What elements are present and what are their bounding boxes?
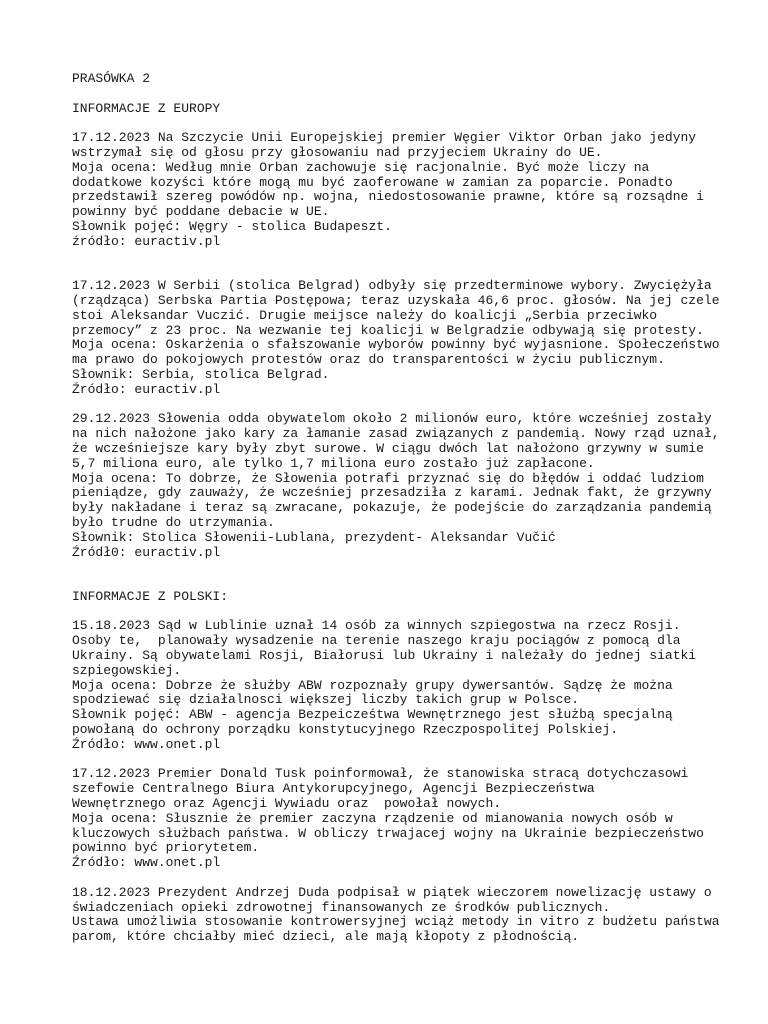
news-line: Ustawa umożliwia stosowanie kontrowersyjnej wciąż metody in vitro z budżetu państwa	[72, 914, 720, 930]
news-line: (rządząca) Serbska Partia Postępowa; teraz uzyskała 46,6 proc. głosów. Na jej czele	[72, 292, 720, 308]
news-line: że wcześniejsze kary były zbyt surowe. W ciągu dwóch lat nałożono grzywny w sumie	[72, 440, 704, 456]
news-item-poland-1	[72, 619, 732, 752]
news-line: spodziewać się działalnosci większej liczby takich grup w Polsce.	[72, 692, 580, 708]
news-line: 17.12.2023 W Serbii (stolica Belgrad) odbyły się przedterminowe wybory. Zwyciężyła	[72, 278, 712, 294]
news-line: Moja ocena: Dobrze że służby ABW rozpoznały grupy dywersantów. Sądzę że można	[72, 677, 673, 693]
news-line: powołaną do ochrony porządku konstytucyjnego Rzeczpospolitej Polskiej.	[72, 722, 619, 738]
news-item-europe-1	[72, 131, 732, 249]
news-line: Moja ocena: To dobrze, że Słowenia potrafi przyznać się do błędów i oddać ludziom	[72, 470, 704, 486]
document-title: PRASÓWKA 2	[72, 71, 151, 86]
news-source: źródło: euractiv.pl	[72, 233, 221, 249]
news-source: Źródł0: euractiv.pl	[72, 544, 221, 560]
news-item-europe-3	[72, 412, 732, 560]
news-line: Osoby te, planowały wysadzenie na terenie naszego kraju pociągów z pomocą dla	[72, 633, 681, 649]
news-line: Ukrainy. Są obywatelami Rosji, Białorusi lub Ukrainy i należały do jednej siatki	[72, 648, 697, 664]
news-line: kluczowych służbach państwa. W obliczy trwajacej wojny na Ukrainie bezpieczeństwo	[72, 825, 704, 841]
news-line: dodatkowe kozyści które mogą mu być zaoferowane w zamian za poparcie. Ponadto	[72, 174, 673, 190]
news-item-europe-2	[72, 279, 732, 397]
news-source: Źródło: www.onet.pl	[72, 736, 221, 752]
news-line: były nakładane i teraz są zwracane, pokazuje, że podejście do zarządzania pandemią	[72, 500, 712, 516]
news-line: Moja ocena: Słusznie że premier zaczyna rządzenie od mianowania nowych osób w	[72, 810, 673, 826]
news-line: przemocy” z 23 proc. Na wezwanie tej koalicji w Belgradzie odbywają się protesty.	[72, 322, 704, 338]
news-line: na nich nałożone jako kary za łamanie zasad związanych z pandemią. Nowy rząd uznał,	[72, 426, 720, 442]
news-line: Słownik: Stolica Słowenii-Lublana, prezydent- Aleksandar Vučić	[72, 529, 556, 545]
news-source: Źródło: www.onet.pl	[72, 855, 221, 871]
section-heading-europe: INFORMACJE Z EUROPY	[72, 100, 221, 116]
news-line: szpiegowskiej.	[72, 662, 182, 678]
news-line: 5,7 miliona euro, ale tylko 1,7 miliona euro zostało już zapłacone.	[72, 455, 595, 471]
news-line: przedstawił szereg powódów np. wojna, niedostosowanie prawne, które są rozsądne i	[72, 189, 704, 205]
news-line: Słownik pojęć: ABW - agencja Bezpeicześtwa Wewnętrznego jest służbą specjalną	[72, 707, 673, 723]
news-line: 29.12.2023 Słowenia odda obywatelom około 2 milionów euro, które wcześniej zostały	[72, 411, 712, 427]
news-source: Źródło: euractiv.pl	[72, 381, 221, 397]
news-line: 17.12.2023 Premier Donald Tusk poinformował, że stanowiska stracą dotychczasowi	[72, 766, 689, 782]
news-line: pieniądze, gdy zauważy, że wcześniej przesadziła z karami. Jednak fakt, że grzywny	[72, 485, 712, 501]
news-item-poland-2	[72, 767, 732, 871]
section-heading-poland: INFORMACJE Z POLSKI:	[72, 588, 229, 604]
news-line: świadczeniach opieki zdrowotnej finansowanych ze środków publicznych.	[72, 899, 611, 915]
news-line: 15.18.2023 Sąd w Lublinie uznał 14 osób za winnych szpiegostwa na rzecz Rosji.	[72, 618, 681, 634]
news-line: Słownik: Serbia, stolica Belgrad.	[72, 366, 330, 382]
news-line: parom, które chciałby mieć dzieci, ale mają kłopoty z płodnością.	[72, 929, 580, 945]
news-line: stoi Aleksandar Vuczić. Drugie meijsce należy do koalicji „Serbia przeciwko	[72, 307, 658, 323]
news-line: 18.12.2023 Prezydent Andrzej Duda podpisał w piątek wieczorem nowelizację ustawy o	[72, 884, 712, 900]
news-line: wstrzymał się od głosu przy głosowaniu nad przyjeciem Ukrainy do UE.	[72, 144, 603, 160]
news-line: było trudne do utrzymania.	[72, 514, 275, 530]
news-line: Moja ocena: Oskarżenia o sfałszowanie wyborów powinny być wyjasnione. Społeczeństwo	[72, 337, 720, 353]
news-line: powinno być priorytetem.	[72, 840, 260, 856]
news-line: Wewnętrznego oraz Agencji Wywiadu oraz powołał nowych.	[72, 796, 502, 812]
news-item-poland-3	[72, 886, 732, 945]
news-line: szefowie Centralnego Biura Antykorupcyjnego, Agencji Bezpieczeństwa	[72, 781, 595, 797]
news-line: 17.12.2023 Na Szczycie Unii Europejskiej premier Węgier Viktor Orban jako jedyny	[72, 130, 697, 146]
news-line: Słownik pojęć: Węgry - stolica Budapeszt.	[72, 218, 392, 234]
news-line: Moja ocena: Według mnie Orban zachowuje się racjonalnie. Być może liczy na	[72, 159, 650, 175]
document-page	[72, 72, 732, 945]
news-line: ma prawo do pokojowych protestów oraz do transparentości w życiu publicznym.	[72, 352, 665, 368]
news-line: powinny być poddane debacie w UE.	[72, 204, 330, 220]
